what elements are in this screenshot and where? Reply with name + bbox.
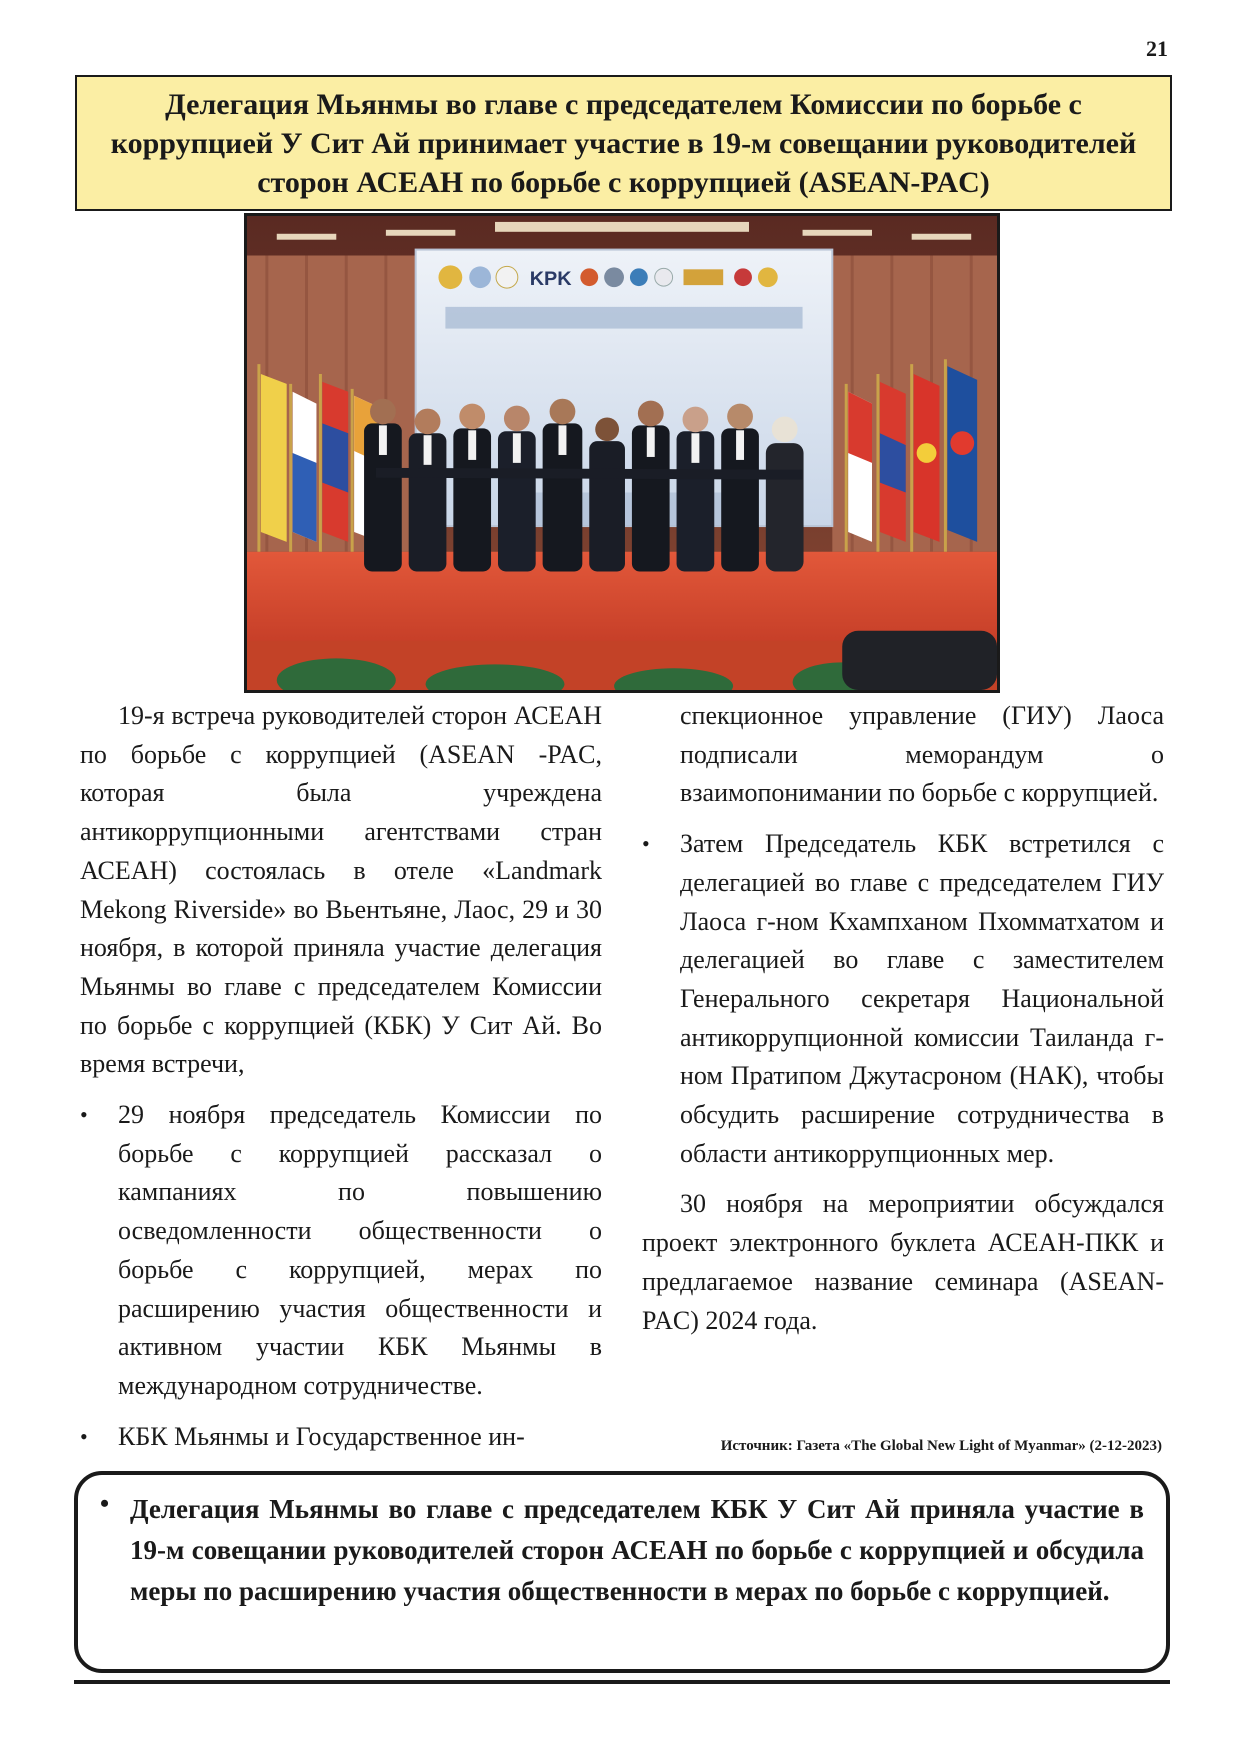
screen-logo-text: KPK <box>529 268 572 291</box>
page-number: 21 <box>1146 36 1168 61</box>
source-citation: Источник: Газета «The Global New Light of Myanmar» (2-12-2023) <box>720 1438 1162 1454</box>
summary-box <box>74 1471 1170 1673</box>
bullet-marker: • <box>80 1423 88 1449</box>
left-column <box>80 697 602 1456</box>
event-photo <box>244 213 1000 693</box>
right-bullet-list <box>642 825 1164 1173</box>
bullet-marker: • <box>642 831 650 857</box>
list-item-text: 29 ноября председатель Комиссии по борьбе с коррупцией рассказал о кампаниях по повышению осведомленности общественности о борьбе с коррупцией, мерах по расширению участия общественности и активном участии КБК Мьянмы в международном сотрудничестве. <box>118 1100 602 1400</box>
summary-bullet: • <box>100 1489 110 1518</box>
list-item-text: Затем Председатель КБК встретился с делегацией во главе с председателем ГИУ Лаоса г-ном Кхампханом Пхомматхатом и делегацией во главе с заместителем Генерального секретаря Национальной антикоррупционной комиссии Таиланда г-ном Пратипом Джутасроном (НАК), чтобы обсудить расширение сотрудничества в области антикоррупционных мер. <box>680 829 1164 1168</box>
bullet-marker: • <box>80 1102 88 1128</box>
continuation-text: спекционное управление (ГИУ) Лаоса подписали меморандум о взаимопонимании по борьбе с коррупцией. <box>680 701 1164 808</box>
list-item <box>642 825 1164 1173</box>
right-column <box>642 697 1164 1340</box>
event-photo-illustration <box>247 216 997 690</box>
footer-divider <box>74 1680 1170 1684</box>
list-item <box>80 1418 602 1457</box>
intro-paragraph: 19-я встреча руководителей сторон АСЕАН по борьбе с коррупцией (ASEAN -PAC, которая была учреждена антикоррупционными агентствами стран АСЕАН) состоялась в отеле «Landmark Mekong Riverside» во Вьентьяне, Лаос, 29 и 30 ноября, в которой приняла участие делегация Мьянмы во главе с председателем Комиссии по борьбе с коррупцией (КБК) У Сит Ай. Во время встречи, <box>80 701 602 1079</box>
summary-text: Делегация Мьянмы во главе с председателем КБК У Сит Ай приняла участие в 19-м совещании руководителей сторон АСЕАН по борьбе с коррупцией и обсудила меры по расширению участия общественности в мерах по борьбе с коррупцией. <box>130 1494 1144 1606</box>
list-item-text: КБК Мьянмы и Государственное ин- <box>118 1421 525 1451</box>
list-item <box>80 1096 602 1406</box>
article-title-box <box>75 75 1172 211</box>
left-bullet-list <box>80 1096 602 1456</box>
article-title: Делегация Мьянмы во главе с председателем Комиссии по борьбе с коррупцией У Сит Ай принимает участие в 19-м совещании руководителей сторон АСЕАН по борьбе с коррупцией (ASEAN-PAC) <box>110 87 1137 199</box>
closing-paragraph: 30 ноября на мероприятии обсуждался проект электронного буклета АСЕАН-ПКК и предлагаемое название семинара (ASEAN-PAC) 2024 года. <box>642 1189 1164 1335</box>
